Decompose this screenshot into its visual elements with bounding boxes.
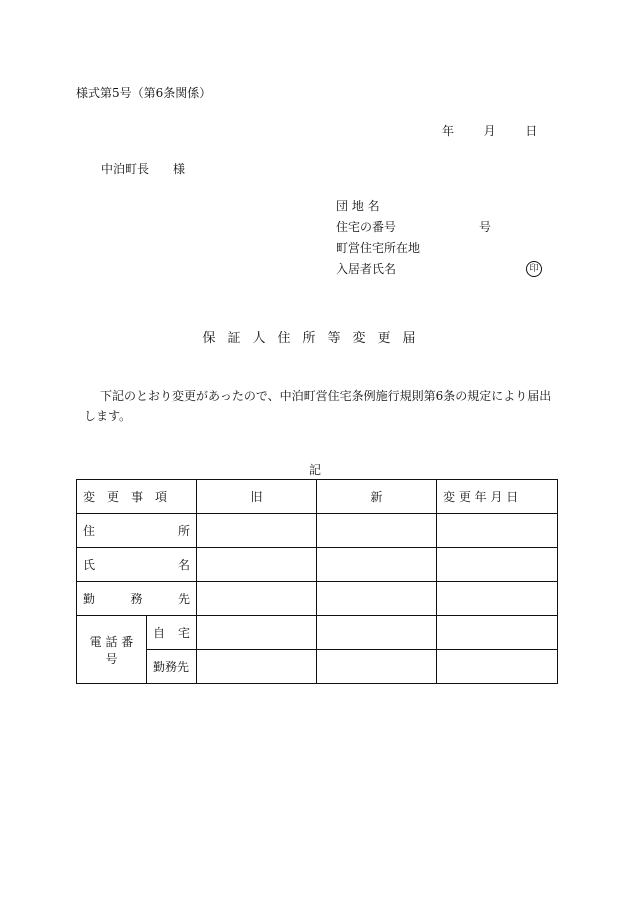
table-row bbox=[77, 548, 558, 582]
cell-date[interactable] bbox=[437, 582, 558, 616]
row-label-workplace: 勤 務 先 bbox=[77, 582, 197, 616]
housing-number-label: 住宅の番号 bbox=[336, 220, 397, 234]
cell-date[interactable] bbox=[437, 548, 558, 582]
row-label-address: 住 所 bbox=[77, 514, 197, 548]
row-label-phone: 電 話 番 号 bbox=[77, 616, 147, 684]
date-year-label: 年 bbox=[442, 124, 455, 138]
cell-old[interactable] bbox=[197, 548, 317, 582]
row-label-phone-work: 勤務先 bbox=[147, 650, 197, 684]
form-number: 様式第5号（第6条関係） bbox=[76, 86, 212, 100]
addressee: 中泊町長 様 bbox=[101, 162, 186, 176]
resident-name-label: 入居者氏名 bbox=[336, 262, 397, 276]
date-month-label: 月 bbox=[483, 124, 496, 138]
housing-number-suffix: 号 bbox=[479, 220, 492, 234]
cell-date[interactable] bbox=[437, 650, 558, 684]
resident-name-row bbox=[336, 259, 539, 280]
header-old: 旧 bbox=[197, 480, 317, 514]
ki-label: 記 bbox=[308, 463, 321, 477]
block-name-label: 団 地 名 bbox=[336, 199, 380, 213]
table-row bbox=[77, 650, 558, 684]
table-row bbox=[77, 514, 558, 548]
cell-old[interactable] bbox=[197, 616, 317, 650]
document-title: 保証人住所等変更届 bbox=[202, 331, 428, 346]
cell-date[interactable] bbox=[437, 616, 558, 650]
cell-new[interactable] bbox=[317, 514, 437, 548]
change-table bbox=[76, 479, 558, 684]
table-header-row bbox=[77, 480, 558, 514]
date-line bbox=[442, 122, 537, 139]
row-label-name: 氏 名 bbox=[77, 548, 197, 582]
body-text: 下記のとおり変更があったので、中泊町営住宅条例施行規則第6条の規定により届出します。 bbox=[84, 389, 552, 423]
cell-new[interactable] bbox=[317, 650, 437, 684]
address-label: 町営住宅所在地 bbox=[336, 241, 421, 255]
block-name-row bbox=[336, 196, 420, 217]
header-item: 変 更 事 項 bbox=[77, 480, 197, 514]
address-row bbox=[336, 238, 420, 259]
table-row bbox=[77, 582, 558, 616]
header-new: 新 bbox=[317, 480, 437, 514]
cell-old[interactable] bbox=[197, 650, 317, 684]
date-day-label: 日 bbox=[525, 124, 538, 138]
cell-old[interactable] bbox=[197, 582, 317, 616]
cell-old[interactable] bbox=[197, 514, 317, 548]
cell-new[interactable] bbox=[317, 548, 437, 582]
housing-number-row bbox=[336, 217, 492, 238]
row-label-phone-home: 自 宅 bbox=[147, 616, 197, 650]
seal-icon: 印 bbox=[526, 261, 542, 277]
cell-date[interactable] bbox=[437, 514, 558, 548]
applicant-block bbox=[336, 196, 539, 280]
cell-new[interactable] bbox=[317, 616, 437, 650]
table-row bbox=[77, 616, 558, 650]
header-date: 変 更 年 月 日 bbox=[437, 480, 558, 514]
cell-new[interactable] bbox=[317, 582, 437, 616]
